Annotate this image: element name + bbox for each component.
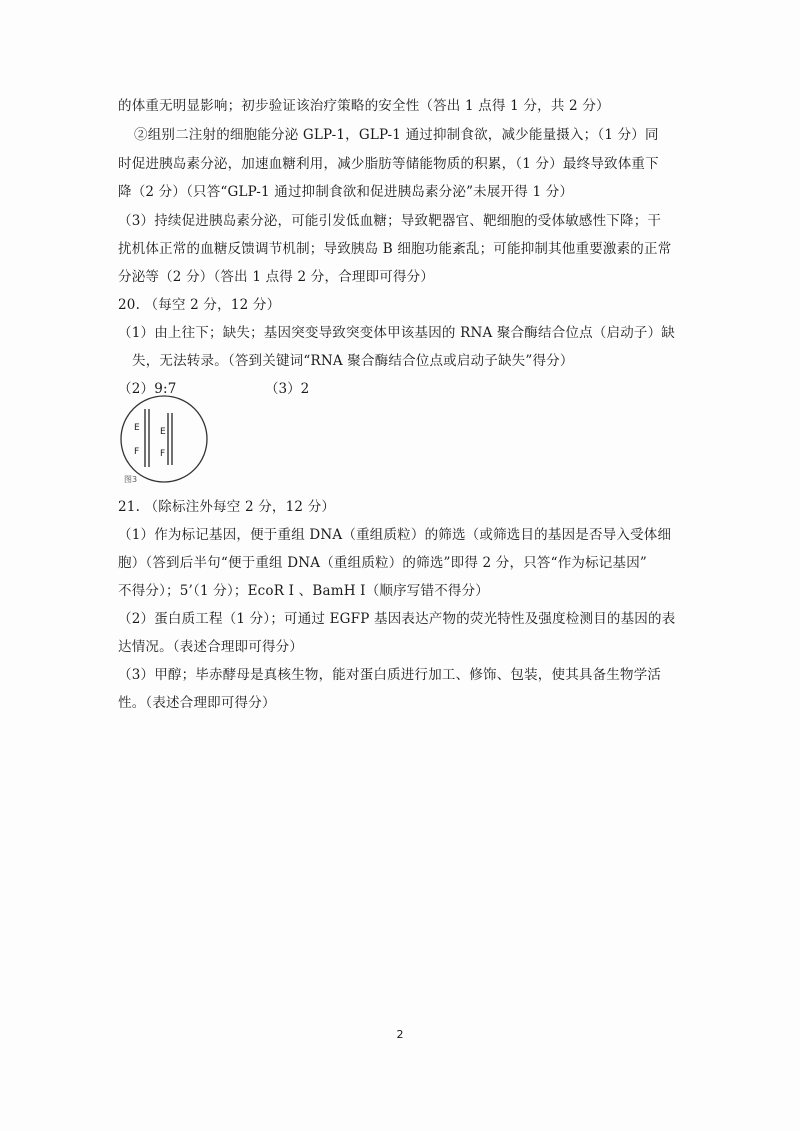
text-line: （3）甲醇；毕赤酵母是真核生物，能对蛋白质进行加工、修饰、包装，使其具备生物学活 [118,667,662,683]
label-f-left: F [134,447,140,457]
text-line: 达情况。（表述合理即可得分） [118,639,304,655]
label-f-right: F [160,449,166,459]
text-line: 失，无法转录。（答到关键词“RNA 聚合酶结合位点或启动子缺失”得分） [132,353,574,369]
text-line: 性。（表述合理即可得分） [118,695,276,711]
label-e-left: E [134,423,140,433]
text-line: 时促进胰岛素分泌，加速血糖利用，减少脂肪等储能物质的积累，（1 分）最终导致体重下 [118,156,659,172]
text-line: （1）作为标记基因，便于重组 DNA（重组质粒）的筛选（或筛选目的基因是否导入受体细 [118,527,672,543]
text-line: 分泌等（2 分）（答出 1 点得 2 分，合理即可得分） [118,269,435,285]
page-number: 2 [396,1028,404,1041]
text-line: 降（2 分）（只答“GLP-1 通过抑制食欲和促进胰岛素分泌”未展开得 1 分） [118,184,574,200]
text-line: 扰机体正常的血糖反馈调节机制；导致胰岛 B 细胞功能紊乱；可能抑制其他重要激素的正常 [118,241,672,257]
text-line: 的体重无明显影响；初步验证该治疗策略的安全性（答出 1 点得 1 分，共 2 分） [118,98,610,114]
label-e-right: E [160,427,166,437]
text-line: 不得分）；5’（1 分）；EcoR Ⅰ 、BamH Ⅰ（顺序写错不得分） [118,583,490,599]
text-line: （3）持续促进胰岛素分泌，可能引发低血糖；导致靶器官、靶细胞的受体敏感性下降；干 [118,213,662,229]
question-heading: 21. （除标注外每空 2 分，12 分） [118,499,336,515]
text-line: （1）由上往下；缺失；基因突变导致突变体甲该基因的 RNA 聚合酶结合位点（启动子）缺 [118,325,675,341]
chromosome-figure [118,393,210,485]
text-line: （2）9:7 [118,381,177,397]
text-line: （2）蛋白质工程（1 分）；可通过 EGFP 基因表达产物的荧光特性及强度检测目的基因的表 [118,611,676,627]
answer-3: （3）2 [265,381,310,397]
figure-caption: 图3 [124,475,138,484]
question-heading: 20. （每空 2 分，12 分） [118,297,281,313]
text-line: ②组别二注射的细胞能分泌 GLP-1，GLP-1 通过抑制食欲，减少能量摄入；（1 分）同 [134,127,659,143]
cell-diagram-icon [118,393,210,485]
text-line: 胞）（答到后半句“便于重组 DNA（重组质粒）的筛选”即得 2 分，只答“作为标记基因” [118,555,648,571]
